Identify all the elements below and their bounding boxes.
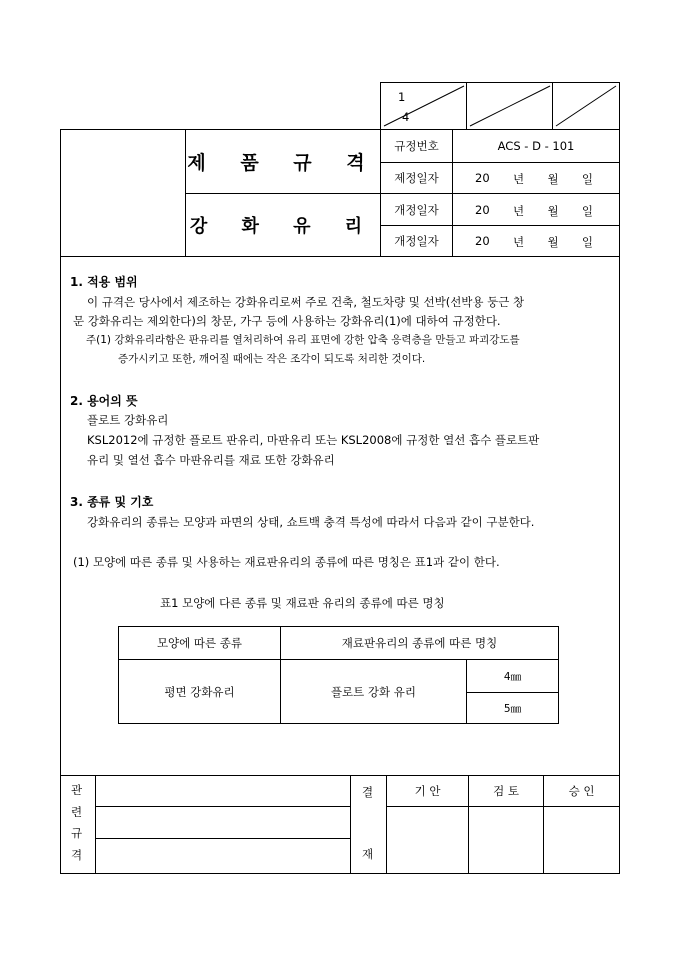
section-3-line-2: (1) 모양에 따른 종류 및 사용하는 재료판유리의 종류에 따른 명칭은 표1과 같이 한다. <box>73 555 500 569</box>
section-2-heading: 2. 용어의 뜻 <box>70 394 138 408</box>
section-1-line-2: 문 강화유리는 제외한다)의 창문, 가구 등에 사용하는 강화유리(1)에 대하여 규정한다. <box>73 314 501 328</box>
section-1-note-2: 증가시키고 또한, 깨어질 때에는 작은 조각이 되도록 처리한 것이다. <box>118 353 426 365</box>
revision1-year-unit: 년 <box>512 204 525 218</box>
related-spec-char-4: 격 <box>71 848 83 862</box>
related-spec-char-1: 관 <box>71 783 83 797</box>
revision2-year-unit: 년 <box>512 235 525 249</box>
section-3-heading: 3. 종류 및 기호 <box>70 495 154 509</box>
revision-date-1 <box>475 203 593 219</box>
enactment-year-unit: 년 <box>512 172 525 186</box>
revision1-day-unit: 일 <box>581 204 593 218</box>
related-spec-char-3: 규 <box>71 826 83 840</box>
related-spec-char-2: 련 <box>71 805 83 819</box>
revision-date-2 <box>475 234 593 250</box>
enactment-date-label: 제정일자 <box>394 171 439 185</box>
page-box-diagonals <box>380 82 620 130</box>
table-1-thickness-4: 4㎜ <box>503 670 522 683</box>
section-3-line-1: 강화유리의 종류는 모양과 파면의 상태, 쇼트백 충격 특성에 따라서 다음과 같이 구분한다. <box>87 515 535 529</box>
spec-number-value: ACS - D - 101 <box>497 139 575 153</box>
review-label: 검 토 <box>493 784 519 798</box>
section-1-line-1: 이 규격은 당사에서 제조하는 강화유리로써 주로 건축, 철도차량 및 선박(선박용 둥근 창 <box>87 295 525 309</box>
revision2-year: 20 <box>475 234 490 248</box>
revision2-month-unit: 월 <box>547 235 559 249</box>
doc-title: 제 품 규 격 <box>187 151 379 174</box>
product-name: 강 화 유 리 <box>189 216 377 237</box>
section-2-line-3: 유리 및 열선 흡수 마판유리를 재료 또한 강화유리 <box>87 453 335 467</box>
enactment-year: 20 <box>475 171 490 185</box>
revision2-day-unit: 일 <box>581 235 593 249</box>
section-1-note-1: 주(1) 강화유리라함은 판유리를 열처리하여 유리 표면에 강한 압축 응력층을 만들고 파괴강도를 <box>86 334 520 346</box>
table-1-row-name: 플로트 강화 유리 <box>330 684 417 699</box>
revision1-year: 20 <box>475 203 490 217</box>
section-2-line-1: 플로트 강화유리 <box>87 413 169 427</box>
table-1-thickness-5: 5㎜ <box>503 702 522 715</box>
spec-number-label: 규정번호 <box>394 139 439 153</box>
enactment-day-unit: 일 <box>581 172 593 186</box>
enactment-date <box>475 171 593 187</box>
enactment-month-unit: 월 <box>547 172 559 186</box>
page-current: 1 <box>398 90 406 104</box>
revision-date-label-2: 개정일자 <box>394 234 439 248</box>
section-2-line-2: KSL2012에 규정한 플로트 판유리, 마판유리 또는 KSL2008에 규정한 열선 흡수 플로트판 <box>87 433 540 447</box>
table-1-header-name: 재료판유리의 종류에 따른 명칭 <box>341 636 498 650</box>
revision1-month-unit: 월 <box>547 204 559 218</box>
page-total: 4 <box>402 110 410 124</box>
approval-char-1: 결 <box>362 785 374 799</box>
revision-date-label-1: 개정일자 <box>394 202 439 217</box>
table-1-header-type: 모양에 따른 종류 <box>156 636 243 650</box>
section-1-heading: 1. 적용 범위 <box>70 275 138 289</box>
table-1-caption: 표1 모양에 다른 종류 및 재료판 유리의 종류에 따른 명칭 <box>160 596 445 610</box>
draft-label: 기 안 <box>414 784 441 798</box>
table-1-row-type: 평면 강화유리 <box>164 684 235 699</box>
approve-label: 승 인 <box>568 784 595 798</box>
approval-char-2: 재 <box>362 847 374 861</box>
